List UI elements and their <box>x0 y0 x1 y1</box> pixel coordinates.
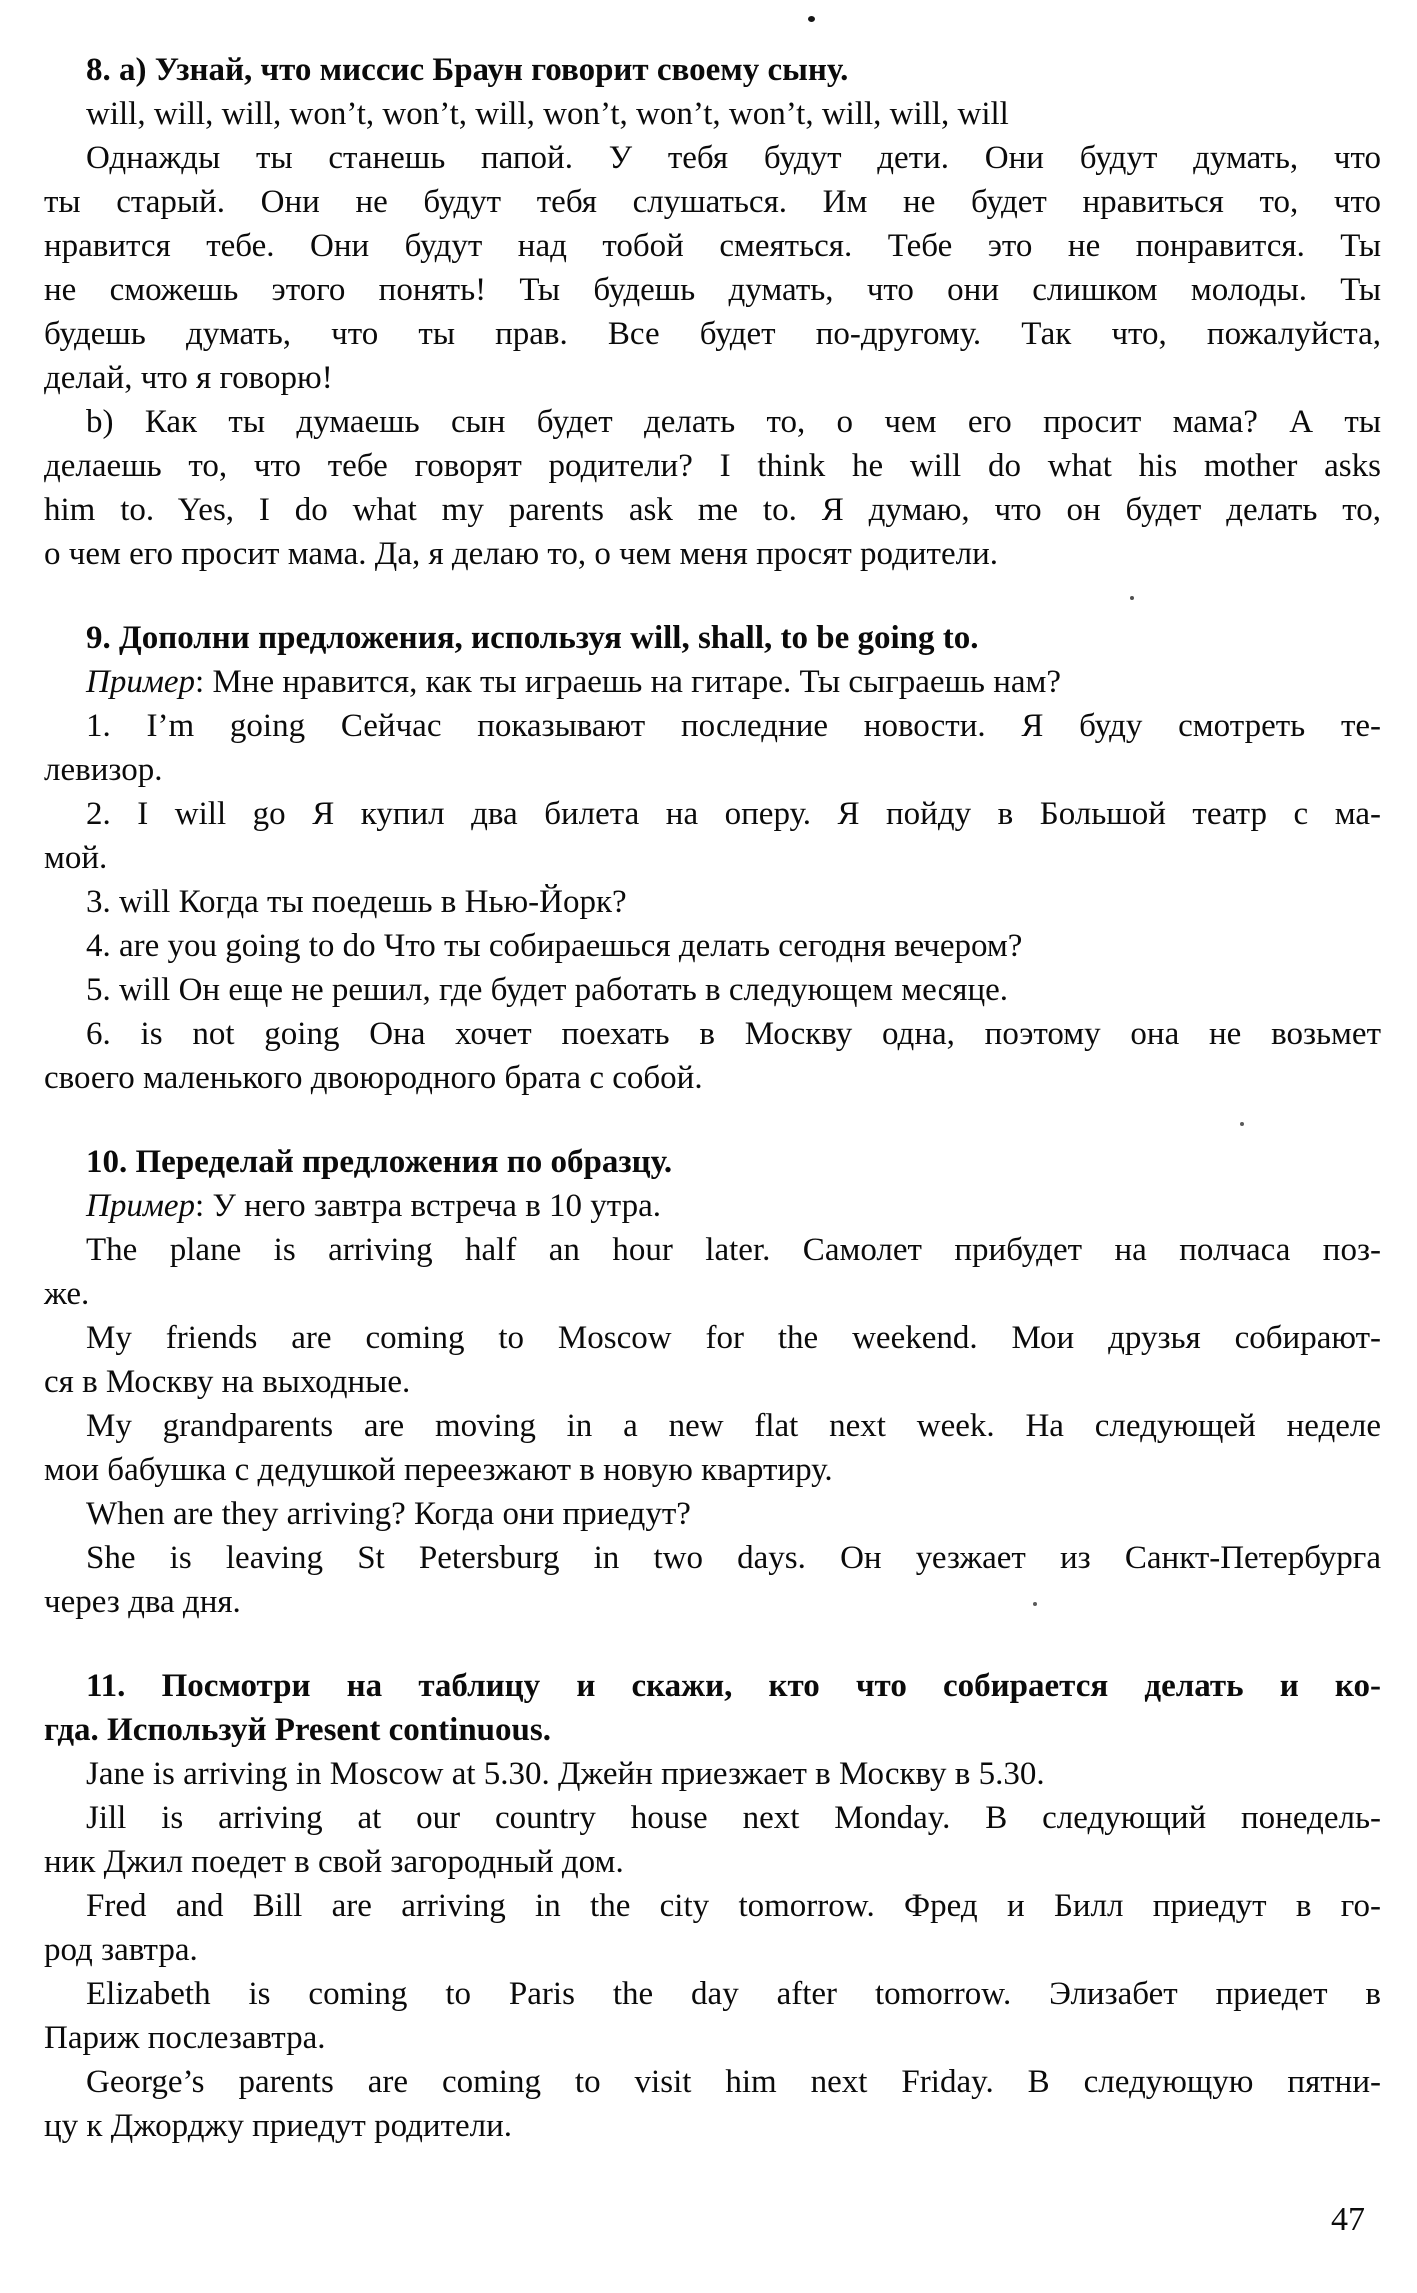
paragraph <box>44 1316 1381 1404</box>
paragraph <box>44 2060 1381 2148</box>
exercise-heading <box>44 1140 1381 1184</box>
text-line: George’s parents are coming to visit him next Friday. В следующую пятни- <box>86 2064 1381 2100</box>
text-line: 1. I’m going Сейчас показывают последние новости. Я буду смотреть те- <box>86 708 1381 744</box>
text-line: же. <box>44 1276 90 1312</box>
text-line: She is leaving St Petersburg in two days. Он уезжает из Санкт-Петербурга <box>86 1540 1381 1576</box>
text-line: делаешь то, что тебе говорят родители? I think he will do what his mother asks <box>44 448 1381 484</box>
exercise-9 <box>44 616 1381 1100</box>
text-line: нравится тебе. Они будут над тобой смеяться. Тебе это не понравится. Ты <box>44 228 1381 264</box>
exercise-heading <box>44 48 1381 92</box>
paragraph <box>44 1752 1381 1796</box>
text-line: 6. is not going Она хочет поехать в Москву одна, поэтому она не возьмет <box>86 1016 1381 1052</box>
exercise-heading <box>44 616 1381 660</box>
paragraph <box>44 136 1381 400</box>
text-line: 4. are you going to do Что ты собираешься делать сегодня вечером? <box>86 928 1023 964</box>
page-number: 47 <box>1331 2201 1365 2238</box>
text-line: 2. I will go Я купил два билета на оперу. Я пойду в Большой театр с ма- <box>86 796 1381 832</box>
text-line: Пример: У него завтра встреча в 10 утра. <box>86 1188 661 1224</box>
text-line: гда. Используй Present continuous. <box>44 1712 551 1748</box>
text-line: Elizabeth is coming to Paris the day after tomorrow. Элизабет приедет в <box>86 1976 1381 2012</box>
text-line: ты старый. Они не будут тебя слушаться. Им не будет нравиться то, что <box>44 184 1381 220</box>
text-line: своего маленького двоюродного брата с собой. <box>44 1060 703 1096</box>
text-line: о чем его просит мама. Да, я делаю то, о чем меня просят родители. <box>44 536 999 572</box>
text-line: 3. will Когда ты поедешь в Нью-Йорк? <box>86 884 627 920</box>
text-line: Однажды ты станешь папой. У тебя будут дети. Они будут думать, что <box>86 140 1381 176</box>
paragraph <box>44 1536 1381 1624</box>
paragraph <box>44 1404 1381 1492</box>
exercise-10 <box>44 1140 1381 1624</box>
text-line: him to. Yes, I do what my parents ask me to. Я думаю, что он будет делать то, <box>44 492 1381 528</box>
paragraph <box>44 92 1381 136</box>
page-content <box>44 48 1381 2148</box>
exercise-11 <box>44 1664 1381 2148</box>
example-paragraph <box>44 660 1381 704</box>
paragraph <box>44 704 1381 792</box>
text-line: My friends are coming to Moscow for the weekend. Мои друзья собирают- <box>86 1320 1381 1356</box>
text-line: цу к Джорджу приедут родители. <box>44 2108 513 2144</box>
text-line: 9. Дополни предложения, используя will, shall, to be going to. <box>86 620 979 656</box>
text-line: род завтра. <box>44 1932 198 1968</box>
text-line: левизор. <box>44 752 163 788</box>
text-line: мой. <box>44 840 108 876</box>
text-line: will, will, will, won’t, won’t, will, won’t, won’t, won’t, will, will, will <box>86 96 1009 132</box>
paragraph <box>44 400 1381 576</box>
paragraph <box>44 880 1381 924</box>
exercise-heading <box>44 1664 1381 1752</box>
text-line: b) Как ты думаешь сын будет делать то, о чем его просит мама? А ты <box>86 404 1381 440</box>
text-line: 11. Посмотри на таблицу и скажи, кто что собирается делать и ко- <box>86 1668 1381 1704</box>
text-line: When are they arriving? Когда они приедут? <box>86 1496 691 1532</box>
paragraph <box>44 1884 1381 1972</box>
text-line: делай, что я говорю! <box>44 360 333 396</box>
paragraph <box>44 1492 1381 1536</box>
text-line: Jill is arriving at our country house next Monday. В следующий понедель- <box>86 1800 1381 1836</box>
text-line: ник Джил поедет в свой загородный дом. <box>44 1844 624 1880</box>
paragraph <box>44 968 1381 1012</box>
text-line: не сможешь этого понять! Ты будешь думать, что они слишком молоды. Ты <box>44 272 1381 308</box>
paragraph <box>44 1228 1381 1316</box>
text-line: ся в Москву на выходные. <box>44 1364 411 1400</box>
paragraph <box>44 924 1381 968</box>
text-line: 8. а) Узнай, что миссис Браун говорит своему сыну. <box>86 52 849 88</box>
text-line: 5. will Он еще не решил, где будет работать в следующем месяце. <box>86 972 1009 1008</box>
paragraph <box>44 1796 1381 1884</box>
paragraph <box>44 1972 1381 2060</box>
text-line: через два дня. <box>44 1584 241 1620</box>
text-line: Fred and Bill are arriving in the city tomorrow. Фред и Билл приедут в го- <box>86 1888 1381 1924</box>
text-line: мои бабушка с дедушкой переезжают в новую квартиру. <box>44 1452 833 1488</box>
example-paragraph <box>44 1184 1381 1228</box>
text-line: 10. Переделай предложения по образцу. <box>86 1144 673 1180</box>
text-line: будешь думать, что ты прав. Все будет по-другому. Так что, пожалуйста, <box>44 316 1381 352</box>
exercise-8 <box>44 48 1381 576</box>
paragraph <box>44 792 1381 880</box>
ink-speck <box>808 16 815 22</box>
paragraph <box>44 1012 1381 1100</box>
text-line: Jane is arriving in Moscow at 5.30. Джейн приезжает в Москву в 5.30. <box>86 1756 1045 1792</box>
text-line: My grandparents are moving in a new flat next week. На следующей неделе <box>86 1408 1381 1444</box>
text-line: Париж послезавтра. <box>44 2020 326 2056</box>
example-label: Пример <box>86 664 196 700</box>
text-line: Пример: Мне нравится, как ты играешь на гитаре. Ты сыграешь нам? <box>86 664 1062 700</box>
text-line: The plane is arriving half an hour later. Самолет прибудет на полчаса поз- <box>86 1232 1381 1268</box>
example-label: Пример <box>86 1188 196 1224</box>
